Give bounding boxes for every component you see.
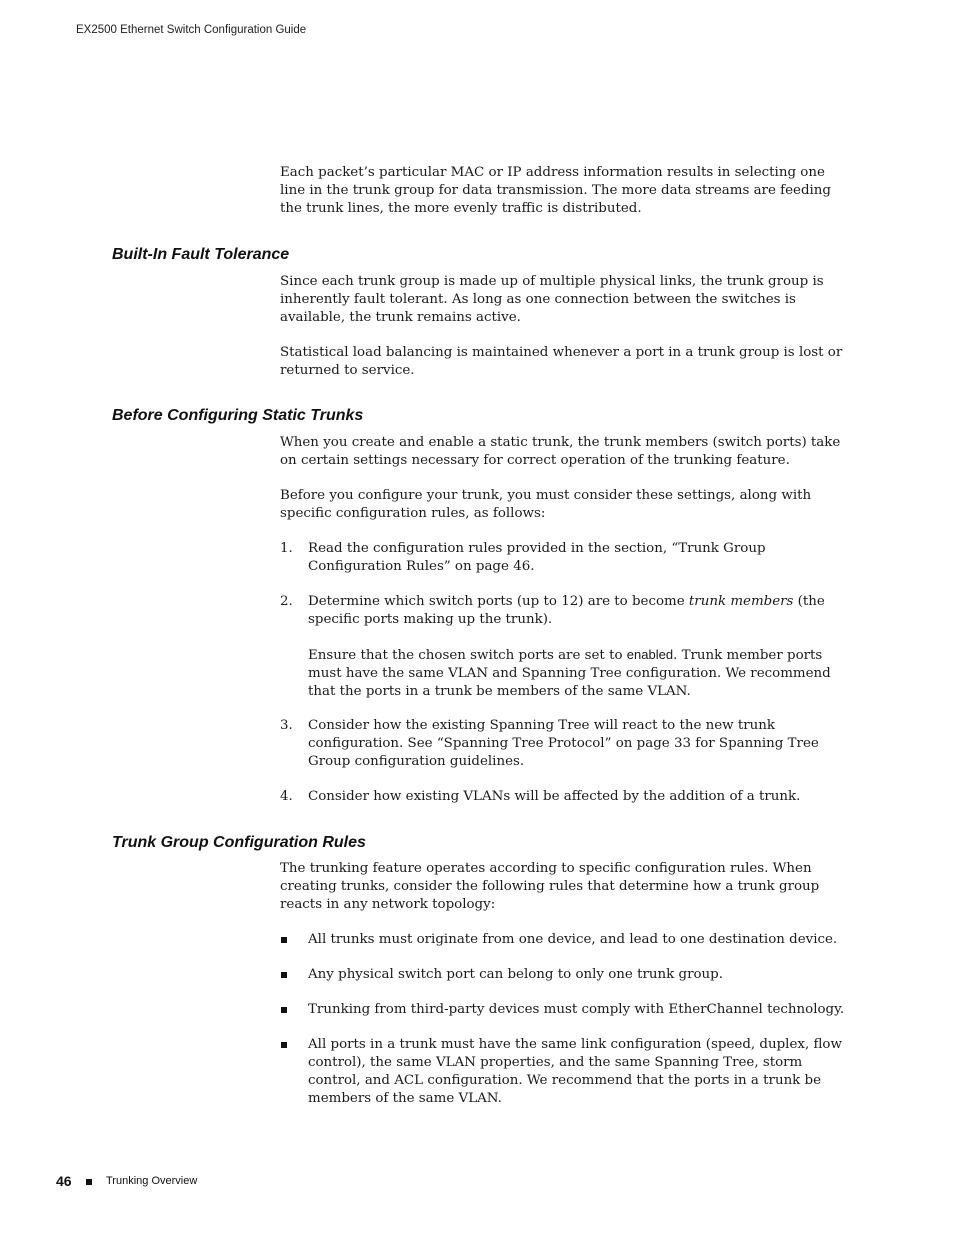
step-number: 2.: [280, 594, 293, 609]
heading-trunk-group-configuration-rules: Trunk Group Configuration Rules: [112, 834, 366, 851]
bullet-square-icon: [281, 1042, 287, 1048]
heading-before-configuring-static-trunks: Before Configuring Static Trunks: [112, 407, 364, 424]
bullet-square-icon: [281, 972, 287, 978]
static-trunks-paragraph-2: Before you configure your trunk, you must consider these settings, along with specific configuration rules, as follows:: [280, 488, 812, 521]
footer-square-icon: [86, 1179, 92, 1185]
bullet-text: All trunks must originate from one device, and lead to one destination device.: [308, 932, 838, 947]
step-text: Consider how the existing Spanning Tree will react to the new trunk configuration. See “Spanning Tree Protocol” on page 33 for Spanning Tree Group configuration guidelines.: [308, 718, 819, 769]
bullet-text: Trunking from third-party devices must comply with EtherChannel technology.: [308, 1002, 845, 1017]
heading-built-in-fault-tolerance: Built-In Fault Tolerance: [112, 246, 290, 263]
step-text: Consider how existing VLANs will be affected by the addition of a trunk.: [308, 789, 801, 804]
step-number: 3.: [280, 718, 293, 733]
step-number: 1.: [280, 541, 293, 556]
rules-paragraph: The trunking feature operates according to specific configuration rules. When creating trunks, consider the following rules that determine how a trunk group reacts in any network topology:: [280, 861, 820, 912]
bullet-text: All ports in a trunk must have the same link configuration (speed, duplex, flow control), the same VLAN properties, and the same Spanning Tree, storm control, and ACL configuration. We recommend that the ports in a trunk be members of the same VLAN.: [308, 1037, 842, 1106]
bullet-square-icon: [281, 937, 287, 943]
running-header: EX2500 Ethernet Switch Configuration Guide: [76, 24, 307, 36]
page-number: 46: [56, 1173, 72, 1189]
bullet-text: Any physical switch port can belong to only one trunk group.: [308, 967, 724, 982]
step-number: 4.: [280, 789, 293, 804]
step-note-text: Ensure that the chosen switch ports are set to enabled. Trunk member ports must have the same VLAN and Spanning Tree configuration. We recommend that the ports in a trunk be members of the same VLAN.: [308, 647, 831, 699]
intro-paragraph: Each packet’s particular MAC or IP address information results in selecting one line in the trunk group for data transmission. The more data streams are feeding the trunk lines, the more evenly traffic is distributed.: [280, 165, 831, 216]
step-text: Determine which switch ports (up to 12) are to become trunk members (the specific ports making up the trunk).: [308, 594, 825, 627]
keyword-enabled: enabled: [626, 647, 674, 662]
footer-section-title: Trunking Overview: [106, 1175, 198, 1187]
emphasis-trunk-members: trunk members: [688, 594, 794, 609]
step-text: Read the configuration rules provided in the section, “Trunk Group Configuration Rules” on page 46.: [308, 541, 766, 574]
static-trunks-paragraph-1: When you create and enable a static trunk, the trunk members (switch ports) take on certain settings necessary for correct operation of the trunking feature.: [280, 435, 841, 468]
bullet-square-icon: [281, 1007, 287, 1013]
fault-tolerance-paragraph-1: Since each trunk group is made up of multiple physical links, the trunk group is inherently fault tolerant. As long as one connection between the switches is available, the trunk remains active.: [280, 274, 824, 325]
fault-tolerance-paragraph-2: Statistical load balancing is maintained whenever a port in a trunk group is lost or returned to service.: [280, 345, 843, 378]
